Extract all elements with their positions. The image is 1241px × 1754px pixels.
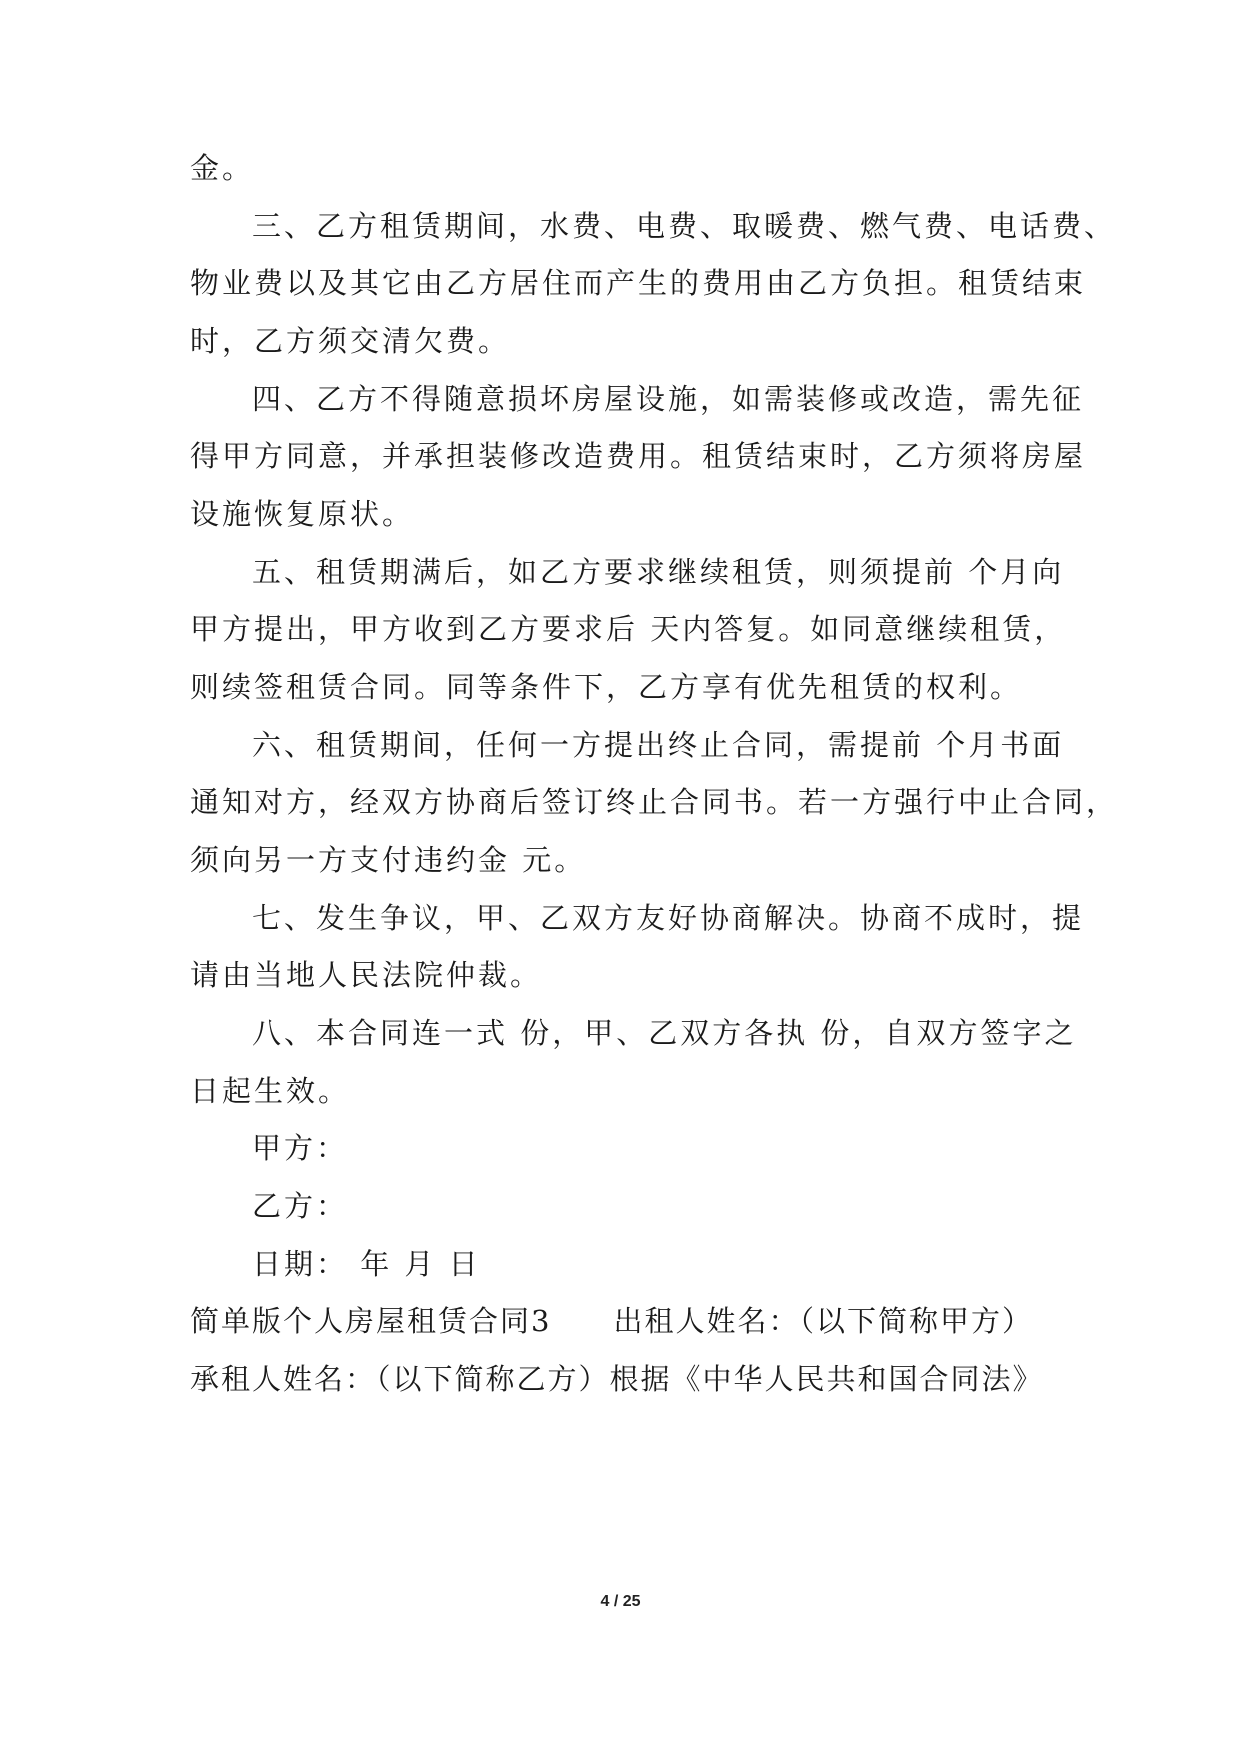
page-number: 4 / 25 bbox=[600, 1593, 641, 1610]
text-line: 六、租赁期间，任何一方提出终止合同，需提前 个月书面 bbox=[252, 728, 1065, 762]
text-line: 通知对方，经双方协商后签订终止合同书。若一方强行中止合同， bbox=[190, 785, 1119, 819]
text-line: 得甲方同意，并承担装修改造费用。租赁结束时，乙方须将房屋 bbox=[190, 439, 1087, 473]
text-line: 金。 bbox=[190, 151, 255, 185]
text-line: 则续签租赁合同。同等条件下，乙方享有优先租赁的权利。 bbox=[190, 670, 1023, 704]
signature-party-a: 甲方： bbox=[252, 1131, 349, 1165]
text-line: 时，乙方须交清欠费。 bbox=[190, 324, 511, 358]
signature-party-b: 乙方： bbox=[252, 1189, 349, 1223]
text-line: 日起生效。 bbox=[190, 1074, 351, 1108]
text-line: 承租人姓名：（以下简称乙方）根据《中华人民共和国合同法》 bbox=[190, 1362, 1044, 1396]
text-line: 甲方提出，甲方收到乙方要求后 天内答复。如同意继续租赁， bbox=[190, 612, 1067, 646]
text-line: 三、乙方租赁期间，水费、电费、取暖费、燃气费、电话费、 bbox=[252, 209, 1117, 243]
text-line: 八、本合同连一式 份，甲、乙双方各执 份，自双方签字之 bbox=[252, 1016, 1077, 1050]
text-line: 五、租赁期满后，如乙方要求继续租赁，则须提前 个月向 bbox=[252, 555, 1065, 589]
signature-date: 日期： 年 月 日 bbox=[252, 1247, 481, 1281]
text-line: 七、发生争议，甲、乙双方友好协商解决。协商不成时，提 bbox=[252, 901, 1085, 935]
text-line: 请由当地人民法院仲裁。 bbox=[190, 958, 543, 992]
text-line: 物业费以及其它由乙方居住而产生的费用由乙方负担。租赁结束 bbox=[190, 266, 1087, 300]
text-line: 设施恢复原状。 bbox=[190, 497, 415, 531]
section-heading: 简单版个人房屋租赁合同3 出租人姓名：（以下简称甲方） bbox=[190, 1304, 1033, 1338]
text-line: 四、乙方不得随意损坏房屋设施，如需装修或改造，需先征 bbox=[252, 382, 1085, 416]
text-line: 须向另一方支付违约金 元。 bbox=[190, 843, 587, 877]
